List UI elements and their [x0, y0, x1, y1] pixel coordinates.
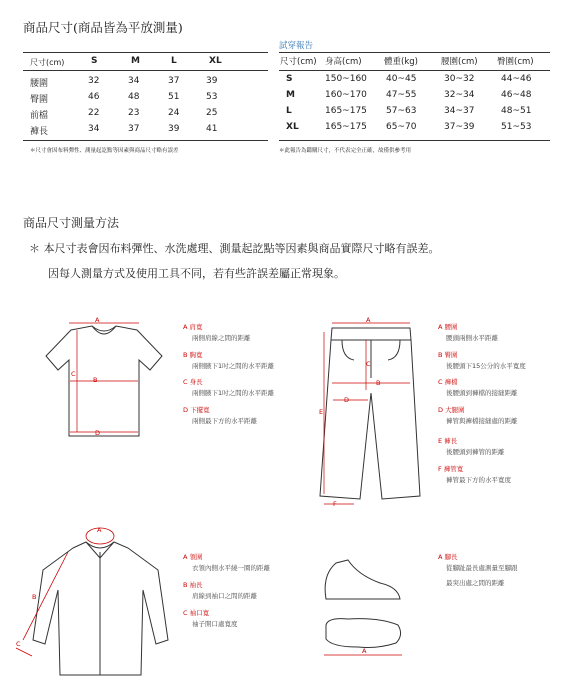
- shirt-item-b-label: B 袖長: [183, 581, 203, 589]
- fit-cell: 34~37: [444, 106, 475, 116]
- shirt-item-b-desc: 肩線到袖口之間的距離: [192, 592, 257, 600]
- fit-cell: 48~51: [501, 106, 532, 116]
- fit-cell: 160~170: [325, 90, 367, 100]
- size-cell: 34: [88, 124, 100, 134]
- size-table-header-rule: [23, 70, 268, 71]
- tshirt-marker-a: A: [95, 316, 100, 324]
- foot-marker-a: A: [362, 647, 367, 655]
- size-cell: 46: [88, 92, 100, 102]
- pants-item-c-label: C 褲檔: [438, 378, 458, 386]
- size-table-footnote: ＊尺寸會因布料彈性、測量起訖點等因素與商品尺寸略有誤差: [30, 148, 179, 154]
- pants-item-e-desc: 後腰頭到褲管的距離: [446, 448, 505, 456]
- fit-cell: 46~48: [501, 90, 532, 100]
- shirt-marker-a: A: [97, 526, 102, 534]
- size-table-title: 商品尺寸(商品皆為平放測量): [23, 20, 183, 35]
- fit-cell: 165~175: [325, 122, 367, 132]
- pants-marker-d: D: [344, 396, 350, 404]
- tshirt-item-a-desc: 兩側肩線之間的距離: [192, 334, 251, 342]
- size-row-label: 前檔: [30, 111, 49, 121]
- size-table-top-rule: [23, 52, 268, 53]
- foot-item-a-desc: 從腳趾最長處測量至腳跟: [446, 564, 518, 572]
- fit-cell: 44~46: [501, 74, 532, 84]
- size-cell: 24: [168, 108, 180, 118]
- tshirt-item-d-desc: 兩側最下方的水平距離: [192, 417, 257, 425]
- size-cell: 39: [206, 76, 218, 86]
- fit-cell: 32~34: [444, 90, 475, 100]
- fit-cell: 65~70: [386, 122, 417, 132]
- fit-report-header-0: 尺寸(cm): [280, 57, 317, 67]
- foot-diagram: [318, 555, 408, 675]
- shirt-item-a-label: A 領圍: [183, 553, 203, 561]
- fit-cell: 51~53: [501, 122, 532, 132]
- size-table-header-2: M: [131, 56, 140, 66]
- size-cell: 22: [88, 108, 100, 118]
- method-title: 商品尺寸測量方法: [23, 216, 120, 230]
- pants-item-d-label: D 大腿圍: [438, 406, 465, 414]
- size-cell: 34: [128, 76, 140, 86]
- fit-cell: 57~63: [386, 106, 417, 116]
- pants-item-b-desc: 後腰頭下15公分的水平寬度: [446, 362, 526, 370]
- pants-item-c-desc: 後腰頭到褲檔的接縫距離: [446, 389, 518, 397]
- pants-diagram: [316, 318, 428, 510]
- tshirt-item-d-label: D 下擺寬: [183, 406, 210, 414]
- fit-row-label: S: [286, 74, 293, 84]
- shirt-marker-b: B: [32, 593, 37, 601]
- size-cell: 53: [206, 92, 218, 102]
- pants-item-f-desc: 褲管最下方的水平寬度: [446, 476, 511, 484]
- fit-row-label: L: [286, 106, 292, 116]
- size-cell: 41: [206, 124, 218, 134]
- pants-marker-f: F: [333, 500, 337, 508]
- fit-report-header-3: 腰圍(cm): [441, 57, 478, 67]
- fit-report-bottom-rule: [279, 140, 550, 141]
- pants-item-f-label: F 褲管寬: [438, 465, 464, 473]
- pants-marker-a: A: [366, 316, 371, 324]
- size-row-label: 腰圍: [30, 79, 49, 89]
- size-cell: 37: [128, 124, 140, 134]
- fit-report-header-rule: [279, 70, 550, 71]
- pants-item-a-label: A 腰圍: [438, 323, 458, 331]
- tshirt-marker-d: D: [95, 429, 101, 437]
- fit-report-footnote: ＊此報告為鑑購尺寸，不代表完全正確，故僅供參考用: [279, 148, 412, 154]
- tshirt-item-b-label: B 胸寬: [183, 351, 203, 359]
- method-note-line1: ＊ 本尺寸表會因布料彈性、水洗處理、測量起訖點等因素與商品實際尺寸略有誤差。: [29, 242, 440, 255]
- size-table-header-3: L: [171, 56, 177, 66]
- tshirt-diagram: [34, 318, 174, 448]
- fit-report-header-4: 臀圍(cm): [497, 57, 534, 67]
- size-row-label: 褲長: [30, 127, 49, 137]
- shirt-marker-c: C: [16, 640, 21, 648]
- pants-item-b-label: B 臀圍: [438, 351, 458, 359]
- fit-cell: 150~160: [325, 74, 367, 84]
- fit-report-header-2: 體重(kg): [384, 57, 418, 67]
- size-table-header-4: XL: [209, 56, 222, 66]
- fit-cell: 40~45: [386, 74, 417, 84]
- tshirt-item-a-label: A 肩寬: [183, 323, 203, 331]
- method-note-line2: 因每人測量方式及使用工具不同，若有些許誤差屬正常現象。: [48, 267, 345, 280]
- size-table-bottom-rule: [23, 140, 268, 141]
- fit-cell: 37~39: [444, 122, 475, 132]
- pants-item-e-label: E 褲長: [438, 437, 458, 445]
- size-row-label: 臀圍: [30, 95, 49, 105]
- pants-marker-e: E: [319, 408, 324, 416]
- tshirt-marker-b: B: [93, 376, 98, 384]
- size-cell: 23: [128, 108, 140, 118]
- tshirt-marker-c: C: [71, 370, 76, 378]
- size-cell: 37: [168, 76, 180, 86]
- size-cell: 48: [128, 92, 140, 102]
- pants-item-a-desc: 腰頭兩側水平距離: [446, 334, 498, 342]
- foot-item-a-desc2: 最突出處之間的距離: [446, 579, 505, 587]
- shirt-item-c-label: C 袖口寬: [183, 609, 210, 617]
- size-table-header-0: 尺寸(cm): [30, 58, 65, 67]
- shirt-item-c-desc: 袖子開口處寬度: [192, 620, 238, 628]
- pants-item-d-desc: 褲管與褲檔接縫處的距離: [446, 417, 518, 425]
- fit-report-header-1: 身高(cm): [325, 57, 362, 67]
- fit-row-label: M: [286, 90, 295, 100]
- tshirt-item-c-desc: 兩側腋下1吋之間的水平距離: [192, 389, 275, 397]
- size-cell: 39: [168, 124, 180, 134]
- pants-marker-b: B: [376, 379, 381, 387]
- size-cell: 51: [168, 92, 180, 102]
- size-cell: 25: [206, 108, 218, 118]
- fit-row-label: XL: [286, 122, 299, 132]
- fit-report-top-rule: [279, 52, 550, 53]
- size-cell: 32: [88, 76, 100, 86]
- foot-item-a-label: A 腳長: [438, 553, 458, 561]
- fit-cell: 30~32: [444, 74, 475, 84]
- pants-marker-c: C: [366, 360, 371, 368]
- tshirt-item-c-label: C 身長: [183, 378, 203, 386]
- size-table-header-1: S: [91, 56, 98, 66]
- shirt-item-a-desc: 衣領內側水平繞一圈的距離: [192, 564, 270, 572]
- fit-cell: 165~175: [325, 106, 367, 116]
- fit-cell: 47~55: [386, 90, 417, 100]
- fit-report-title: 試穿報告: [279, 41, 314, 51]
- tshirt-item-b-desc: 兩側腋下1吋之間的水平距離: [192, 362, 275, 370]
